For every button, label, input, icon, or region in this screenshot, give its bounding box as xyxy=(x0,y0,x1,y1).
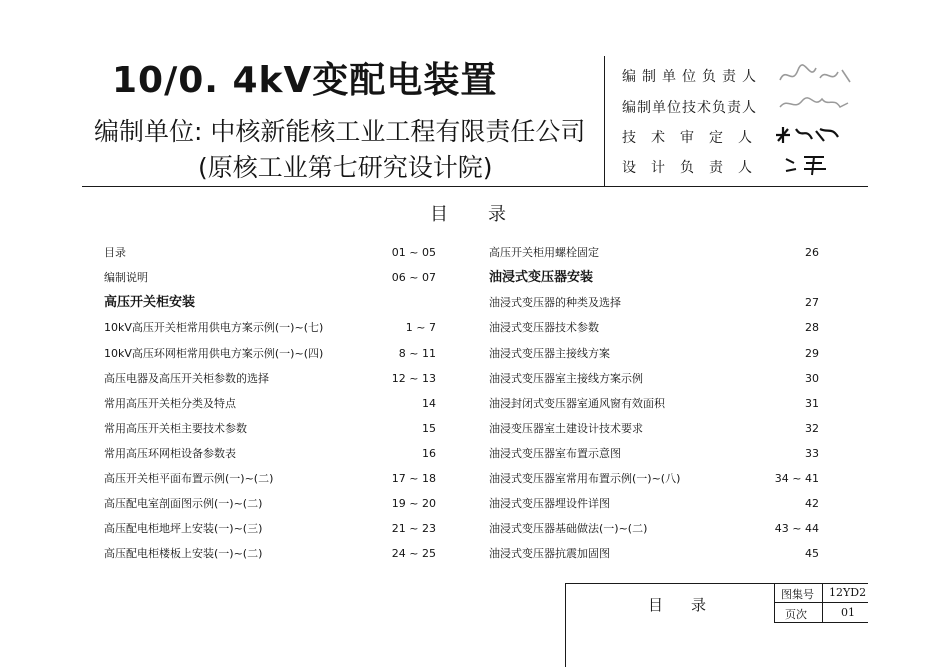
toc-entry-title: 油浸式变压器技术参数 xyxy=(489,321,599,334)
title-block-sheet-title: 目录 xyxy=(648,596,735,614)
responsibility-label-reviewer: 技术审定人 xyxy=(622,130,767,146)
toc-entry-pages: 19 ~ 20 xyxy=(391,497,436,510)
toc-section-heading xyxy=(489,267,819,289)
toc-entry-pages: 12 ~ 13 xyxy=(391,372,436,385)
toc-entry-title: 油浸式变压器室主接线方案示例 xyxy=(489,372,643,385)
toc-entry[interactable] xyxy=(104,518,436,540)
toc-entry[interactable] xyxy=(489,292,819,314)
title-block-divider xyxy=(774,583,775,623)
toc-entry-pages: 14 xyxy=(422,397,436,410)
toc-entry-pages: 06 ~ 07 xyxy=(391,271,436,284)
atlas-number-value: 12YD2 xyxy=(829,586,867,599)
toc-entry-pages: 45 xyxy=(805,547,819,560)
toc-entry-title: 高压配电柜地坪上安装(一)~(三) xyxy=(104,522,263,535)
toc-entry-title: 油浸式变压器基础做法(一)~(二) xyxy=(489,522,648,535)
toc-entry[interactable] xyxy=(104,317,436,339)
signature-designer-mark xyxy=(782,153,832,177)
responsibility-label-tech-head: 编制单位技术负责人 xyxy=(622,100,757,116)
responsibility-box-left-border xyxy=(604,56,605,187)
compiling-unit-former-name: (原核工业第七研究设计院) xyxy=(198,153,493,182)
toc-entry-pages: 31 xyxy=(805,397,819,410)
toc-entry-pages: 24 ~ 25 xyxy=(391,547,436,560)
toc-entry-title: 常用高压环网柜设备参数表 xyxy=(104,447,236,460)
toc-entry[interactable] xyxy=(104,493,436,515)
toc-entry-title: 常用高压开关柜主要技术参数 xyxy=(104,422,247,435)
toc-entry-pages: 33 xyxy=(805,447,819,460)
toc-entry-title: 高压配电柜楼板上安装(一)~(二) xyxy=(104,547,263,560)
toc-entry[interactable] xyxy=(104,468,436,490)
toc-entry[interactable] xyxy=(104,443,436,465)
toc-entry[interactable] xyxy=(489,493,819,515)
toc-entry-title: 编制说明 xyxy=(104,271,148,284)
signature-designer xyxy=(782,153,832,181)
toc-entry-pages: 26 xyxy=(805,246,819,259)
toc-entry-title: 油浸封闭式变压器室通风窗有效面积 xyxy=(489,397,665,410)
toc-entry-pages: 17 ~ 18 xyxy=(391,472,436,485)
document-title: 10/0. 4kV变配电装置 xyxy=(112,60,498,101)
signature-reviewer-mark xyxy=(772,123,842,147)
page-number-label: 页次 xyxy=(785,608,807,621)
toc-entry[interactable] xyxy=(104,543,436,565)
signature-tech-head xyxy=(776,93,852,119)
toc-entry-pages: 28 xyxy=(805,321,819,334)
toc-entry-pages: 1 ~ 7 xyxy=(405,321,436,334)
toc-entry[interactable] xyxy=(104,267,436,289)
toc-entry-title: 油浸式变压器抗震加固图 xyxy=(489,547,610,560)
toc-entry-pages: 16 xyxy=(422,447,436,460)
toc-entry-pages: 34 ~ 41 xyxy=(774,472,819,485)
title-block-row-divider xyxy=(774,602,868,603)
toc-entry[interactable] xyxy=(489,393,819,415)
toc-entry-pages: 29 xyxy=(805,347,819,360)
responsibility-label-unit-head: 编制单位负责人 xyxy=(622,69,762,85)
toc-entry-pages: 21 ~ 23 xyxy=(391,522,436,535)
toc-entry-title: 高压配电室剖面图示例(一)~(二) xyxy=(104,497,263,510)
toc-entry[interactable] xyxy=(104,418,436,440)
responsibility-label-designer: 设计负责人 xyxy=(622,160,767,176)
toc-entry[interactable] xyxy=(489,543,819,565)
toc-entry-title: 高压开关柜用螺栓固定 xyxy=(489,246,599,259)
toc-entry-pages: 32 xyxy=(805,422,819,435)
toc-entry-pages: 01 ~ 05 xyxy=(391,246,436,259)
signature-unit-head-mark xyxy=(776,62,856,88)
toc-entry-title: 油浸式变压器埋设件详图 xyxy=(489,497,610,510)
signature-tech-head-mark xyxy=(776,93,852,115)
toc-entry[interactable] xyxy=(104,343,436,365)
toc-entry-pages: 8 ~ 11 xyxy=(398,347,436,360)
title-block-label-divider xyxy=(822,583,823,623)
compiling-unit: 编制单位: 中核新能核工业工程有限责任公司 xyxy=(94,117,586,146)
toc-entry-title: 油浸式变压器室布置示意图 xyxy=(489,447,621,460)
toc-entry[interactable] xyxy=(489,242,819,264)
toc-entry[interactable] xyxy=(104,368,436,390)
toc-entry[interactable] xyxy=(489,368,819,390)
toc-entry-title: 油浸式变压器室常用布置示例(一)~(八) xyxy=(489,472,681,485)
toc-entry[interactable] xyxy=(489,443,819,465)
page-number-value: 01 xyxy=(841,606,855,619)
toc-entry-title: 油浸式变压器主接线方案 xyxy=(489,347,610,360)
toc-heading: 目录 xyxy=(430,204,546,225)
toc-entry-pages: 42 xyxy=(805,497,819,510)
toc-entry[interactable] xyxy=(104,242,436,264)
toc-entry[interactable] xyxy=(489,418,819,440)
toc-entry-title: 10kV高压开关柜常用供电方案示例(一)~(七) xyxy=(104,321,324,334)
toc-entry-pages: 27 xyxy=(805,296,819,309)
toc-entry-title: 油浸变压器室土建设计技术要求 xyxy=(489,422,643,435)
toc-entry[interactable] xyxy=(489,468,819,490)
toc-entry-title: 高压电器及高压开关柜参数的选择 xyxy=(104,372,269,385)
title-block-left-border xyxy=(565,583,566,667)
signature-unit-head xyxy=(776,62,856,92)
toc-entry-title: 油浸式变压器的种类及选择 xyxy=(489,296,621,309)
title-block-bottom-border xyxy=(774,622,868,623)
toc-entry-title: 常用高压开关柜分类及特点 xyxy=(104,397,236,410)
toc-section-title: 油浸式变压器安装 xyxy=(489,270,594,285)
toc-entry-pages: 43 ~ 44 xyxy=(774,522,819,535)
atlas-number-label: 图集号 xyxy=(781,588,814,601)
toc-entry-pages: 15 xyxy=(422,422,436,435)
toc-entry[interactable] xyxy=(489,518,819,540)
toc-entry-title: 10kV高压环网柜常用供电方案示例(一)~(四) xyxy=(104,347,324,360)
toc-section-title: 高压开关柜安装 xyxy=(104,295,196,310)
toc-entry[interactable] xyxy=(489,343,819,365)
header-divider-line xyxy=(82,186,868,187)
toc-entry[interactable] xyxy=(489,317,819,339)
signature-reviewer xyxy=(772,123,842,151)
toc-entry-pages: 30 xyxy=(805,372,819,385)
toc-section-heading xyxy=(104,292,436,314)
toc-entry-title: 高压开关柜平面布置示例(一)~(二) xyxy=(104,472,274,485)
toc-entry-title: 目录 xyxy=(104,246,126,259)
toc-entry[interactable] xyxy=(104,393,436,415)
